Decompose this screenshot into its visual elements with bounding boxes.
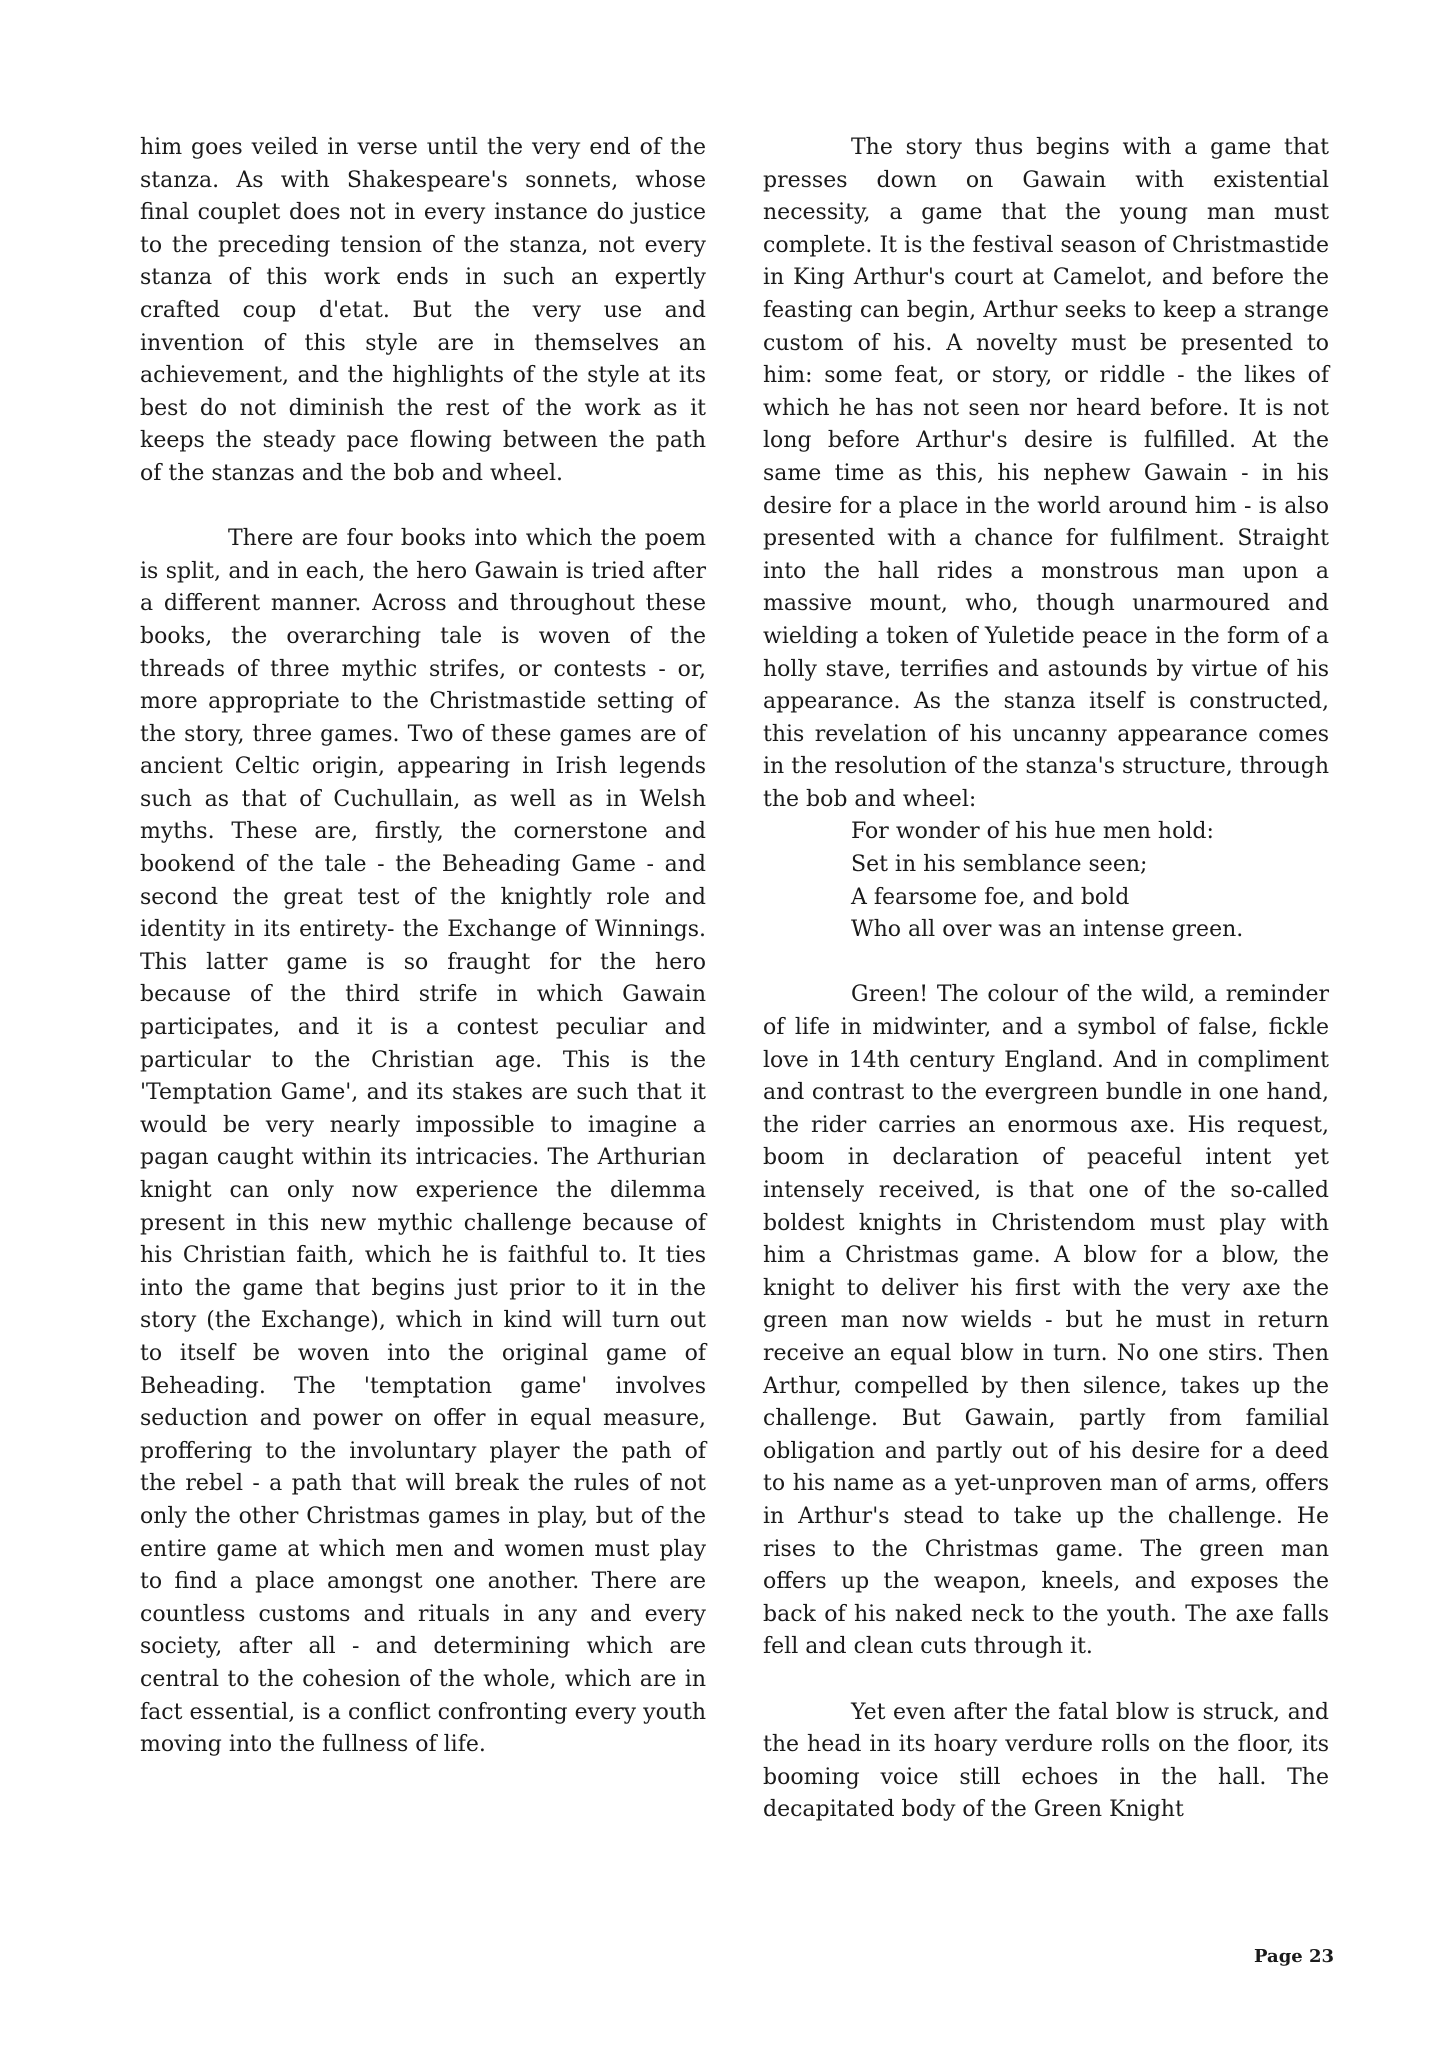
right-column <box>763 132 1329 1827</box>
verse-line: Who all over was an intense green. <box>851 917 1244 943</box>
verse-line: For wonder of his hue men hold: <box>851 819 1214 845</box>
right-paragraph-1: The story thus begins with a game that presses down on Gawain with existential necessity, a game that the young man must complete. It is the festival season of Christmastide in King Arthur's court at Camelot, and before the feasting can begin, Arthur seeks to keep a strange custom of his. A novelty must be presented to him: some feat, or story, or riddle - the likes of which he has not seen nor heard before. It is not long before Arthur's desire is fulfilled. At the same time as this, his nephew Gawain - in his desire for a place in the world around him - is also presented with a chance for fulfilment. Straight into the hall rides a monstrous man upon a massive mount, who, though unarmoured and wielding a token of Yuletide peace in the form of a holly stave, terrifies and astounds by virtue of his appearance. As the stanza itself is constructed, this revelation of his uncanny appearance comes in the resolution of the stanza's structure, through the bob and wheel: <box>763 135 1329 812</box>
left-paragraph-1: him goes veiled in verse until the very end of the stanza. As with Shakespeare's sonnets, whose final couplet does not in every instance do justice to the preceding tension of the stanza, not every stanza of this work ends in such an expertly crafted coup d'etat. But the very use and invention of this style are in themselves an achievement, and the highlights of the style at its best do not diminish the rest of the work as it keeps the steady pace flowing between the path of the stanzas and the bob and wheel. <box>140 135 706 486</box>
right-paragraph-3: Yet even after the fatal blow is struck, and the head in its hoary verdure rolls on the floor, its booming voice still echoes in the hall. The decapitated body of the Green Knight <box>763 1699 1329 1823</box>
verse-line: Set in his semblance seen; <box>851 852 1148 878</box>
right-paragraph-2: Green! The colour of the wild, a reminder of life in midwinter, and a symbol of false, fickle love in 14th century England. And in compliment and contrast to the evergreen bundle in one hand, the rider carries an enormous axe. His request, boom in declaration of peaceful intent yet intensely received, is that one of the so-called boldest knights in Christendom must play with him a Christmas game. A blow for a blow, the knight to deliver his first with the very axe the green man now wields - but he must in return receive an equal blow in turn. No one stirs. Then Arthur, compelled by then silence, takes up the challenge. But Gawain, partly from familial obligation and partly out of his desire for a deed to his name as a yet-unproven man of arms, offers in Arthur's stead to take up the challenge. He rises to the Christmas game. The green man offers up the weapon, kneels, and exposes the back of his naked neck to the youth. The axe falls fell and clean cuts through it. <box>763 982 1329 1660</box>
left-column <box>140 132 706 1762</box>
page-number: Page 23 <box>1254 1946 1335 1967</box>
verse-line: A fearsome foe, and bold <box>851 884 1130 910</box>
left-paragraph-2: There are four books into which the poem is split, and in each, the hero Gawain is tried after a different manner. Across and throughout these books, the overarching tale is woven of the threads of three mythic strifes, or contests - or, more appropriate to the Christmastide setting of the story, three games. Two of these games are of ancient Celtic origin, appearing in Irish legends such as that of Cuchullain, as well as in Welsh myths. These are, firstly, the cornerstone and bookend of the tale - the Beheading Game - and second the great test of the knightly role and identity in its entirety- the Exchange of Winnings. This latter game is so fraught for the hero because of the third strife in which Gawain participates, and it is a contest peculiar and particular to the Christian age. This is the 'Temptation Game', and its stakes are such that it would be very nearly impossible to imagine a pagan caught within its intricacies. The Arthurian knight can only now experience the dilemma present in this new mythic challenge because of his Christian faith, which he is faithful to. It ties into the game that begins just prior to it in the story (the Exchange), which in kind will turn out to itself be woven into the original game of Beheading. The 'temptation game' involves seduction and power on offer in equal measure, proffering to the involuntary player the path of the rebel - a path that will break the rules of not only the other Christmas games in play, but of the entire game at which men and women must play to find a place amongst one another. There are countless customs and rituals in any and every society, after all - and determining which are central to the cohesion of the whole, which are in fact essential, is a conflict confronting every youth moving into the fullness of life. <box>140 526 706 1758</box>
verse-quotation <box>763 816 1329 946</box>
